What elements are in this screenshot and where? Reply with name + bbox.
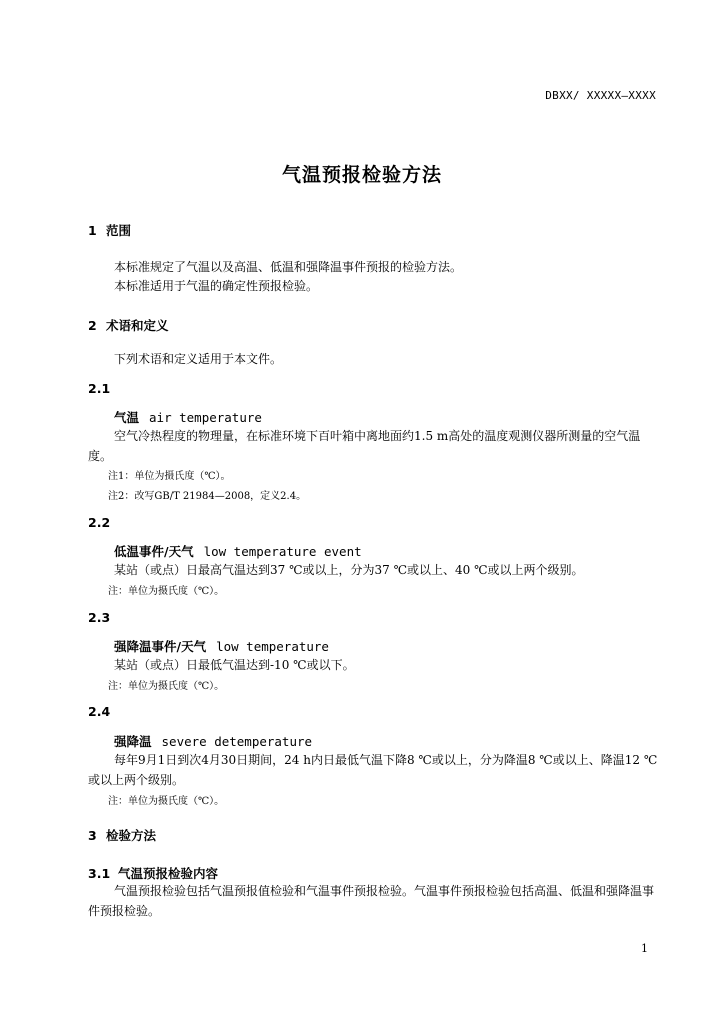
term-en: low temperature <box>216 639 329 654</box>
term-zh: 低温事件/天气 <box>114 544 194 559</box>
term-note: 注：单位为摄氏度（℃）。 <box>108 586 225 597</box>
subsection-number: 3.1 <box>88 866 111 881</box>
term-en: severe detemperature <box>161 734 313 749</box>
section-number: 1 <box>88 223 97 238</box>
term-zh: 强降温 <box>114 734 152 749</box>
term-note: 注1：单位为摄氏度（℃）。 <box>108 471 231 482</box>
subsection-heading <box>88 864 218 882</box>
section-title: 检验方法 <box>106 828 157 843</box>
paragraph: 本标准规定了气温以及高温、低温和强降温事件预报的检验方法。 <box>114 260 463 274</box>
paragraph: 气温预报检验包括气温预报值检验和气温事件预报检验。气温事件预报检验包括高温、低温和强降温事件预报检验。 <box>88 884 655 918</box>
term-en: low temperature event <box>203 544 362 559</box>
section-1-heading <box>88 221 131 239</box>
term-definition: 空气冷热程度的物理量，在标准环境下百叶箱中离地面约1.5 m高处的温度观测仪器所测量的空气温度。 <box>88 429 641 463</box>
paragraph: 下列术语和定义适用于本文件。 <box>114 352 283 366</box>
term-heading <box>114 408 262 426</box>
term-number: 2.3 <box>88 610 111 625</box>
subsection-title: 气温预报检验内容 <box>118 866 219 881</box>
term-number: 2.2 <box>88 515 111 530</box>
term-note: 注：单位为摄氏度（℃）。 <box>108 796 225 807</box>
section-number: 3 <box>88 828 97 843</box>
paragraph: 本标准适用于气温的确定性预报检验。 <box>114 279 319 293</box>
page-title: 气温预报检验方法 <box>281 164 442 186</box>
term-zh: 气温 <box>114 410 140 425</box>
term-heading <box>114 637 329 655</box>
section-3-heading <box>88 826 156 844</box>
page-number: 1 <box>641 942 648 955</box>
term-definition: 某站（或点）日最低气温达到-10 ℃或以下。 <box>114 658 355 672</box>
term-number: 2.1 <box>88 381 111 396</box>
term-heading <box>114 542 362 560</box>
term-en: air temperature <box>149 410 262 425</box>
term-heading <box>114 732 312 750</box>
section-2-heading <box>88 316 169 334</box>
term-definition: 每年9月1日到次4月30日期间，24 h内日最低气温下降8 ℃或以上，分为降温8 ℃或以上、降温12 ℃或以上两个级别。 <box>88 753 658 787</box>
term-note: 注：单位为摄氏度（℃）。 <box>108 681 225 692</box>
term-note: 注2：改写GB/T 21984—2008，定义2.4。 <box>108 491 307 502</box>
term-number: 2.4 <box>88 704 111 719</box>
term-zh: 强降温事件/天气 <box>114 639 207 654</box>
section-title: 术语和定义 <box>106 318 169 333</box>
section-number: 2 <box>88 318 97 333</box>
term-definition: 某站（或点）日最高气温达到37 ℃或以上，分为37 ℃或以上、40 ℃或以上两个级别。 <box>114 563 584 577</box>
standard-code: DBXX/ XXXXX—XXXX <box>545 89 656 102</box>
section-title: 范围 <box>106 223 132 238</box>
